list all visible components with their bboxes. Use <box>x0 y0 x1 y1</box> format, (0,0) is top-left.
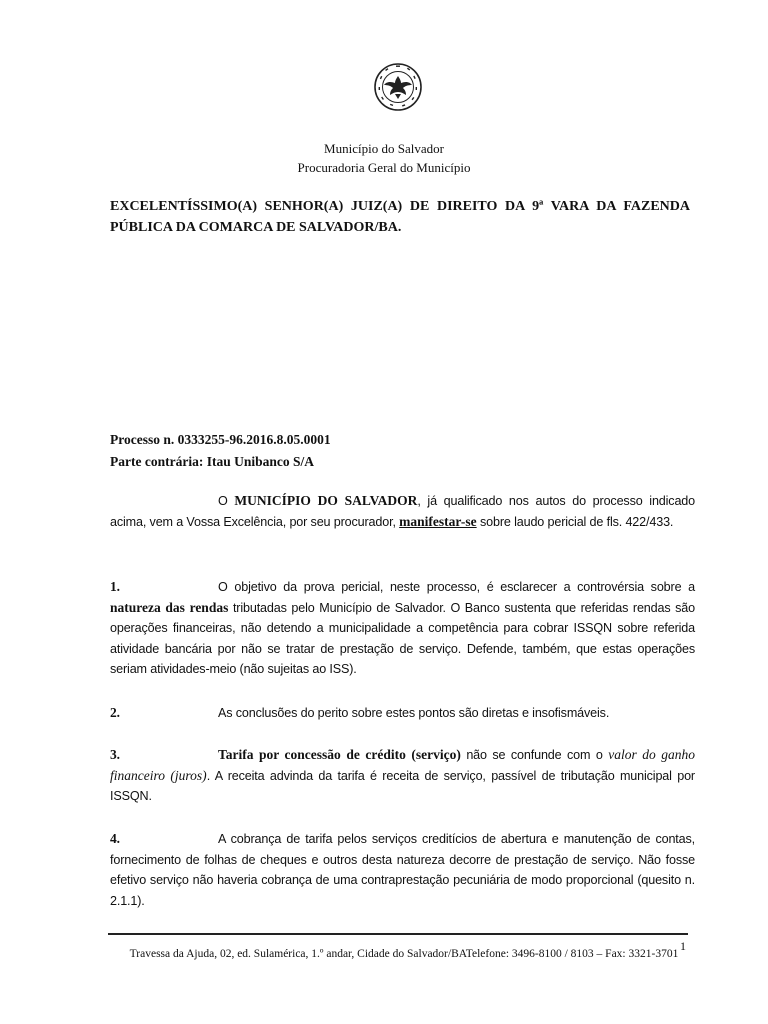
intro-action: manifestar-se <box>399 513 477 529</box>
paragraph-1 <box>110 577 695 680</box>
paragraph-2 <box>110 703 695 724</box>
addressee: EXCELENTÍSSIMO(A) SENHOR(A) JUIZ(A) DE DIREITO DA 9ª VARA DA FAZENDA PÚBLICA DA COMARCA DE SALVADOR/BA. <box>110 199 690 235</box>
opposing-party: Parte contrária: Itau Unibanco S/A <box>110 454 314 469</box>
page-number: 1 <box>680 939 686 953</box>
paragraph-text: A cobrança de tarifa pelos serviços creditícios de abertura e manutenção de contas, fornecimento de folhas de cheques e outros desta natureza decorre de prestação de serviço. Não fosse efetivo serviço não haveria cobrança de uma contraprestação pecuniária de modo proporcional (quesito n. 2.1.1). <box>110 832 695 908</box>
paragraph-number: 2. <box>110 705 120 720</box>
intro-text-1: , já qualificado nos autos do processo indicado acima, vem a Vossa Excelência, por seu procurador, <box>110 494 696 529</box>
process-number: Processo n. 0333255-96.2016.8.05.0001 <box>110 432 331 447</box>
municipal-seal-icon <box>373 62 423 112</box>
paragraph-number: 1. <box>110 579 120 594</box>
paragraph-text: As conclusões do perito sobre estes pontos são diretas e insofismáveis. <box>218 706 610 720</box>
footer-address: Travessa da Ajuda, 02, ed. Sulamérica, 1.º andar, Cidade do Salvador/BATelefone: 3496-8100 / 8103 – Fax: 3321-3701 <box>129 948 679 960</box>
header-office: Procuradoria Geral do Município <box>297 160 471 175</box>
paragraph-italic: valor do ganho financeiro (juros) <box>110 747 695 783</box>
paragraph-text: O objetivo da prova pericial, neste processo, é esclarecer a controvérsia sobre a <box>218 580 695 594</box>
paragraph-4 <box>110 829 695 911</box>
intro-lead: O <box>218 494 235 508</box>
paragraph-text: tributadas pelo Município de Salvador. O Banco sustenta que referidas rendas são operações financeiras, não detendo a municipalidade a competência para cobrar ISSQN sobre referida atividade bancária por não se tratar de prestação de serviço. Defende, também, que estas operações seriam atividades-meio (não sujeitas ao ISS). <box>110 600 695 676</box>
paragraph-text: não se confunde com o <box>460 748 609 762</box>
intro-text-2: sobre laudo pericial de fls. 422/433. <box>476 514 674 529</box>
paragraph-text: . A receita advinda da tarifa é receita de serviço, passível de tributação municipal por ISSQN. <box>110 768 695 803</box>
paragraph-bold: natureza das rendas <box>110 599 229 615</box>
intro-entity: MUNICÍPIO DO SALVADOR <box>234 493 418 508</box>
header-municipality: Município do Salvador <box>324 141 444 156</box>
footer-divider <box>108 933 688 935</box>
paragraph-number: 4. <box>110 831 120 846</box>
intro-paragraph <box>110 491 695 532</box>
paragraph-3 <box>110 745 695 807</box>
paragraph-number: 3. <box>110 747 120 762</box>
paragraph-bold: Tarifa por concessão de crédito (serviço) <box>218 747 461 762</box>
